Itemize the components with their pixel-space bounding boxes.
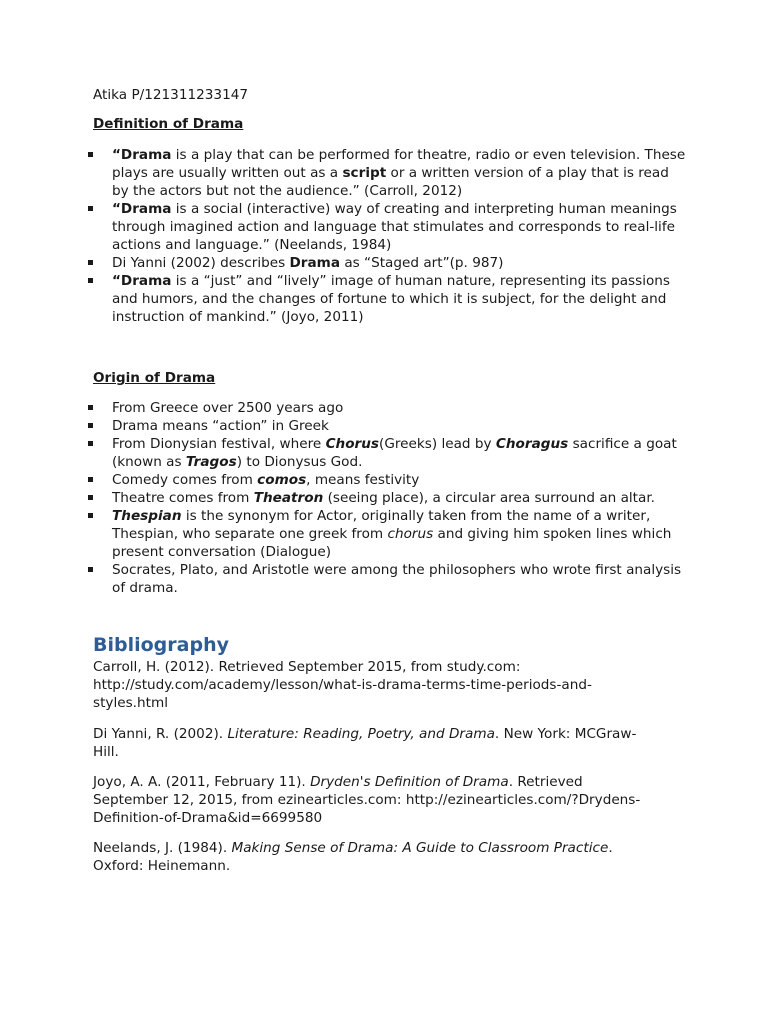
- bibliography-title: Bibliography: [93, 634, 229, 656]
- item-text: (Greeks) lead by: [379, 436, 496, 452]
- item-text: or a written version of a play that is read by the actors but not the audience.” (Carroll, 2012): [112, 165, 669, 199]
- list-item: [88, 272, 688, 326]
- bold-italic-term: comos: [257, 472, 307, 488]
- list-item: [88, 489, 688, 507]
- reference-entry: [93, 725, 653, 761]
- author-line: Atika P/121311233147: [93, 87, 249, 103]
- bullet-icon: [88, 260, 93, 265]
- bold-italic-term: Theatron: [253, 490, 324, 506]
- item-text: Drama means “action” in Greek: [112, 418, 329, 434]
- definition-heading: Definition of Drama: [93, 116, 244, 132]
- item-text: as “Staged art”(p. 987): [340, 255, 504, 271]
- bullet-icon: [88, 423, 93, 428]
- italic-term: chorus: [387, 526, 434, 542]
- reference-title: Literature: Reading, Poetry, and Drama: [227, 726, 495, 742]
- reference-text: . Oxford: Heinemann.: [93, 840, 613, 874]
- origin-list: [88, 399, 688, 597]
- reference-entry: [93, 839, 653, 875]
- item-text: and giving him spoken lines which present conversation (Dialogue): [112, 526, 672, 560]
- item-text: Comedy comes from: [112, 472, 258, 488]
- item-text: Di Yanni (2002) describes: [112, 255, 290, 271]
- bold-term: “Drama: [112, 273, 172, 289]
- bold-italic-term: Chorus: [325, 436, 380, 452]
- reference-text: Joyo, A. A. (2011, February 11).: [93, 774, 311, 790]
- reference-text: Carroll, H. (2012). Retrieved September 2015, from study.com: http://study.com/academy/lesson/what-is-drama-terms-time-periods-and-styles.html: [93, 659, 592, 711]
- bold-term: Drama: [289, 255, 340, 271]
- bold-italic-term: Thespian: [112, 508, 182, 524]
- bullet-icon: [88, 567, 93, 572]
- reference-text: Neelands, J. (1984).: [93, 840, 232, 856]
- bullet-icon: [88, 152, 93, 157]
- bold-term: “Drama: [112, 147, 172, 163]
- item-text: is a play that can be performed for theatre, radio or even television. These plays are usually written out as a: [112, 147, 686, 181]
- bullet-icon: [88, 441, 93, 446]
- bold-italic-term: Tragos: [185, 454, 237, 470]
- list-item: [88, 200, 688, 254]
- item-text: Theatre comes from: [112, 490, 254, 506]
- list-item: [88, 254, 688, 272]
- reference-title: Making Sense of Drama: A Guide to Classroom Practice: [231, 840, 609, 856]
- definition-list: [88, 146, 688, 326]
- item-text: , means festivity: [306, 472, 420, 488]
- bullet-icon: [88, 405, 93, 410]
- reference-entry: [93, 658, 653, 712]
- bullet-icon: [88, 206, 93, 211]
- list-item: [88, 435, 688, 471]
- item-text: From Dionysian festival, where: [112, 436, 326, 452]
- bullet-icon: [88, 513, 93, 518]
- item-text: (seeing place), a circular area surround an altar.: [323, 490, 656, 506]
- bullet-icon: [88, 495, 93, 500]
- bold-term: “Drama: [112, 201, 172, 217]
- list-item: [88, 507, 688, 561]
- item-text: is a “just” and “lively” image of human nature, representing its passions and humors, and the changes of fortune to which it is subject, for the delight and instruction of mankind.” (Joyo, 2011): [112, 273, 670, 325]
- item-text: ) to Dionysus God.: [236, 454, 363, 470]
- bullet-icon: [88, 477, 93, 482]
- list-item: [88, 471, 688, 489]
- reference-text: . Retrieved September 12, 2015, from ezinearticles.com: http://ezinearticles.com/?Drydens-Definition-of-Drama&id=6699580: [93, 774, 641, 826]
- item-text: is a social (interactive) way of creating and interpreting human meanings through imagined action and language that stimulates and corresponds to real-life actions and language.” (Neelands, 1984): [112, 201, 677, 253]
- item-text: is the synonym for Actor, originally taken from the name of a writer, Thespian, who separate one greek from: [112, 508, 651, 542]
- reference-text: Di Yanni, R. (2002).: [93, 726, 228, 742]
- list-item: [88, 417, 688, 435]
- item-text: Socrates, Plato, and Aristotle were among the philosophers who wrote first analysis of drama.: [112, 562, 682, 596]
- list-item: [88, 399, 688, 417]
- bullet-icon: [88, 278, 93, 283]
- list-item: [88, 561, 688, 597]
- bold-italic-term: Choragus: [495, 436, 569, 452]
- list-item: [88, 146, 688, 200]
- reference-text: . New York: MCGraw-Hill.: [93, 726, 637, 760]
- reference-entry: [93, 773, 653, 827]
- origin-heading: Origin of Drama: [93, 370, 216, 386]
- reference-title: Dryden's Definition of Drama: [310, 774, 509, 790]
- bold-term: script: [342, 165, 387, 181]
- item-text: From Greece over 2500 years ago: [112, 400, 344, 416]
- item-text: sacrifice a goat (known as: [112, 436, 677, 470]
